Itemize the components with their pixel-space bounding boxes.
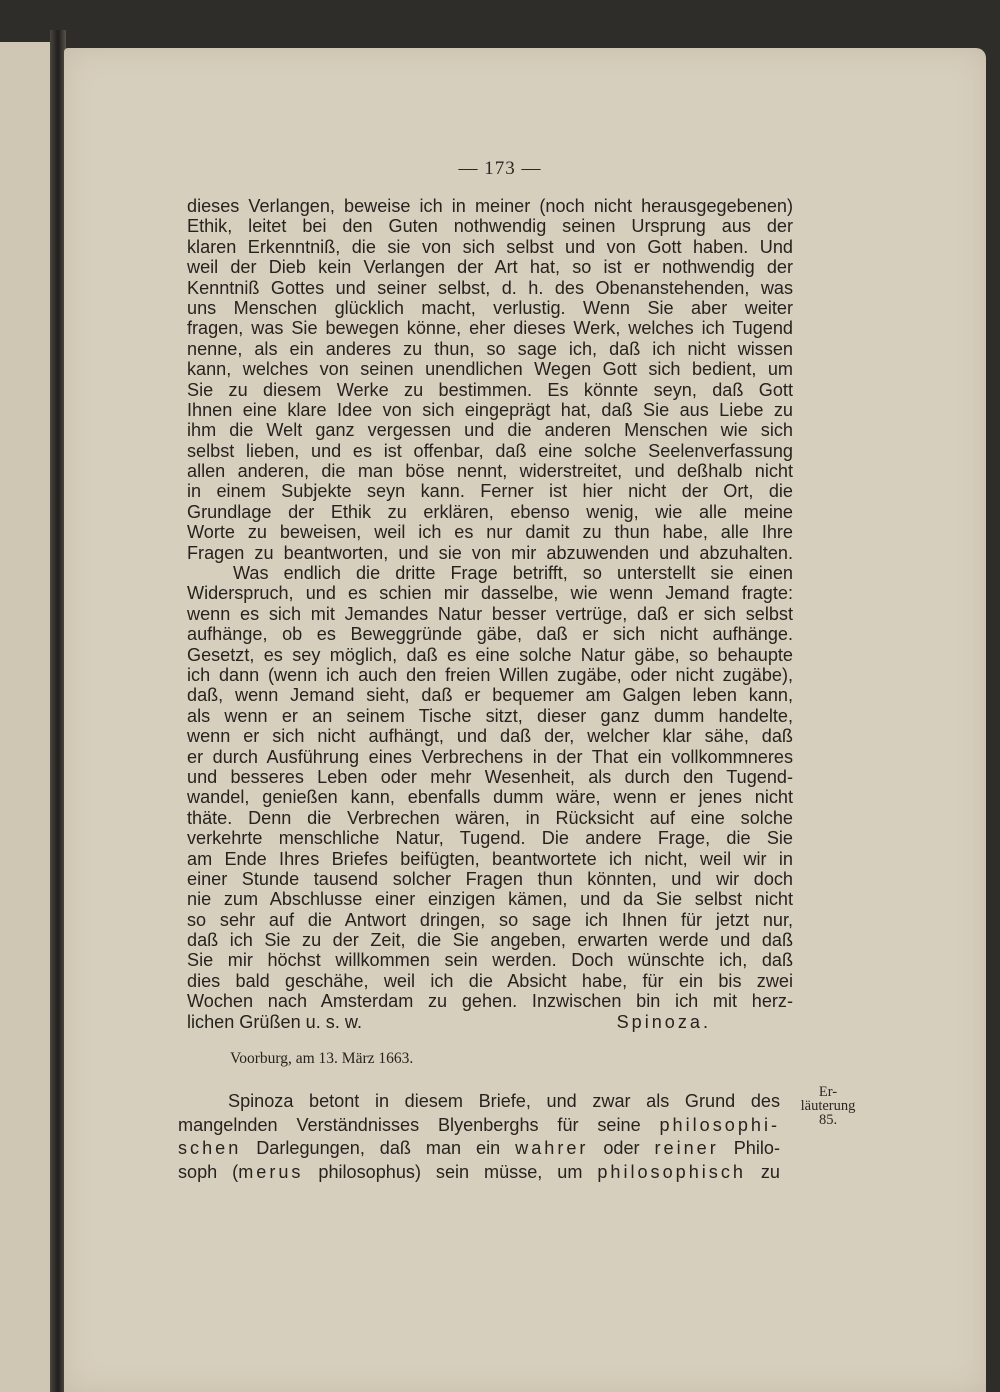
text-line: am Ende Ihres Briefes beifügten, beantwortete ich nicht, weil wir in [187, 848, 793, 869]
text-line: Worte zu beweisen, weil ich es nur damit zu thun habe, alle Ihre [187, 522, 793, 543]
text-line: fragen, was Sie bewegen könne, eher dieses Werk, welches ich Tugend [187, 318, 793, 339]
text-run: philosophus) sein müsse, um [303, 1161, 598, 1182]
text-line: wandel, genießen kann, ebenfalls dumm wäre, wenn er jenes nicht [187, 787, 793, 808]
text-line: Was endlich die dritte Frage betrifft, so unterstellt sie einen [233, 563, 793, 584]
text-line: Wochen nach Amsterdam zu gehen. Inzwischen bin ich mit herz- [187, 991, 793, 1012]
text-line: verkehrte menschliche Natur, Tugend. Die andere Frage, die Sie [187, 828, 793, 849]
emphasis-run: wahrer [515, 1138, 589, 1158]
text-line: Gesetzt, es sey möglich, daß es eine solche Natur gäbe, so behaupte [187, 644, 793, 665]
margin-note-line: Er- [818, 1084, 838, 1100]
previous-page-edge [0, 42, 54, 1392]
dateline: Voorburg, am 13. März 1663. [230, 1050, 414, 1067]
text-line: nie zum Abschlusse einer einzigen kämen, und da Sie selbst nicht [187, 889, 793, 910]
margin-note-line: 85. [818, 1112, 838, 1128]
signature: Spinoza. [616, 1011, 711, 1032]
text-run: oder [588, 1138, 655, 1158]
text-run: soph ( [178, 1161, 239, 1182]
text-line: einer Stunde tausend solcher Fragen thun könnten, und wir doch [187, 868, 793, 889]
text-line: so sehr auf die Antwort dringen, so sage ich Ihnen für jetzt nur, [187, 909, 793, 930]
letter-body [187, 196, 793, 1032]
text-line: Sie zu diesem Werke zu bestimmen. Es könnte seyn, daß Gott [187, 379, 793, 400]
text-line: er durch Ausführung eines Verbrechens in der That ein vollkommneres [187, 746, 793, 767]
text-line: weil der Dieb kein Verlangen der Art hat, so ist er nothwendig der [187, 257, 793, 278]
text-line: Sie mir höchst willkommen sein werden. Doch wünschte ich, daß [187, 950, 793, 971]
text-line: als wenn er an seinem Tische sitzt, dieser ganz dumm handelte, [187, 705, 793, 726]
text-line: ihm die Welt ganz vergessen und die anderen Menschen wie sich [187, 420, 793, 441]
text-line: Grundlage der Ethik zu erklären, ebenso wenig, wie alle meine [187, 501, 793, 522]
text-line: thäte. Denn die Verbrechen wären, in Rücksicht auf eine solche [187, 807, 793, 828]
emphasis-run: merus [238, 1161, 304, 1182]
text-run: zu [745, 1161, 780, 1182]
text-line: aufhänge, ob es Beweggründe gäbe, daß er sich nicht aufhänge. [187, 624, 793, 645]
text-line: dies bald geschähe, weil ich die Absicht habe, für ein bis zwei [187, 970, 793, 991]
text-line: wenn es sich mit Jemandes Natur besser vertrüge, daß er sich selbst [187, 603, 793, 624]
paragraph-1 [187, 196, 793, 563]
text-line: nenne, als ein anderes zu thun, so sage ich, daß ich nicht wissen [187, 338, 793, 359]
text-line: allen anderen, die man böse nennt, widerstreitet, und deßhalb nicht [187, 461, 793, 482]
emphasis-run: reiner [654, 1138, 719, 1158]
text-line: kann, welches von seinen unendlichen Wegen Gott sich bedient, um [187, 359, 793, 380]
text-run: Darlegungen, daß man ein [241, 1138, 516, 1158]
text-run: mangelnden Verständnisses Blyenberghs für seine [178, 1114, 660, 1135]
closing-text: lichen Grüßen u. s. w. [187, 1011, 362, 1032]
text-line [178, 1114, 780, 1138]
margin-note [784, 1085, 872, 1127]
commentary-paragraph [178, 1090, 780, 1184]
emphasis-run: philosophisch [597, 1161, 746, 1182]
closing-line [187, 1012, 793, 1032]
text-run: Spinoza betont in diesem Briefe, und zwar als Grund des [228, 1091, 780, 1111]
text-line: in einem Subjekte seyn kann. Ferner ist hier nicht der Ort, die [187, 481, 793, 502]
emphasis-run: philosophi- [659, 1114, 780, 1135]
paragraph-2 [187, 563, 793, 1032]
text-line: ich dann (wenn ich auch den freien Willen zugäbe, oder nicht zugäbe), [187, 664, 793, 685]
text-line: und besseres Leben oder mehr Wesenheit, als durch den Tugend- [187, 766, 793, 787]
text-line: Fragen zu beantworten, und sie von mir abzuwenden und abzuhalten. [187, 542, 793, 563]
text-line [178, 1161, 780, 1185]
text-run: Philo- [718, 1138, 780, 1158]
margin-note-line: läuterung [800, 1098, 856, 1114]
text-line: Kenntniß Gottes und seiner selbst, d. h. des Obenanstehenden, was [187, 277, 793, 298]
text-line: selbst lieben, und es ist offenbar, daß eine solche Seelenverfassung [187, 440, 793, 461]
text-line: dieses Verlangen, beweise ich in meiner (noch nicht herausgegebenen) [187, 196, 793, 216]
text-line [178, 1137, 780, 1161]
text-line [178, 1090, 780, 1114]
text-line: daß ich Sie zu der Zeit, die Sie angeben, erwarten werde und daß [187, 930, 793, 951]
text-line: Ethik, leitet bei den Guten nothwendig seinen Ursprung aus der [187, 216, 793, 237]
text-line: wenn er sich nicht aufhängt, und daß der, welcher klar sähe, daß [187, 726, 793, 747]
text-line: Ihnen eine klare Idee von sich eingeprägt hat, daß Sie aus Liebe zu [187, 399, 793, 420]
emphasis-run: schen [178, 1138, 242, 1158]
text-line: klaren Erkenntniß, die sie von sich selbst und von Gott haben. Und [187, 236, 793, 257]
text-line: daß, wenn Jemand sieht, daß er bequemer am Galgen leben kann, [187, 685, 793, 706]
text-line: Widerspruch, und es schien mir dasselbe, wie wenn Jemand fragte: [187, 583, 793, 604]
text-line: uns Menschen glücklich macht, verlustig. Wenn Sie aber weiter [187, 297, 793, 318]
page-number: — 173 — [458, 158, 542, 179]
